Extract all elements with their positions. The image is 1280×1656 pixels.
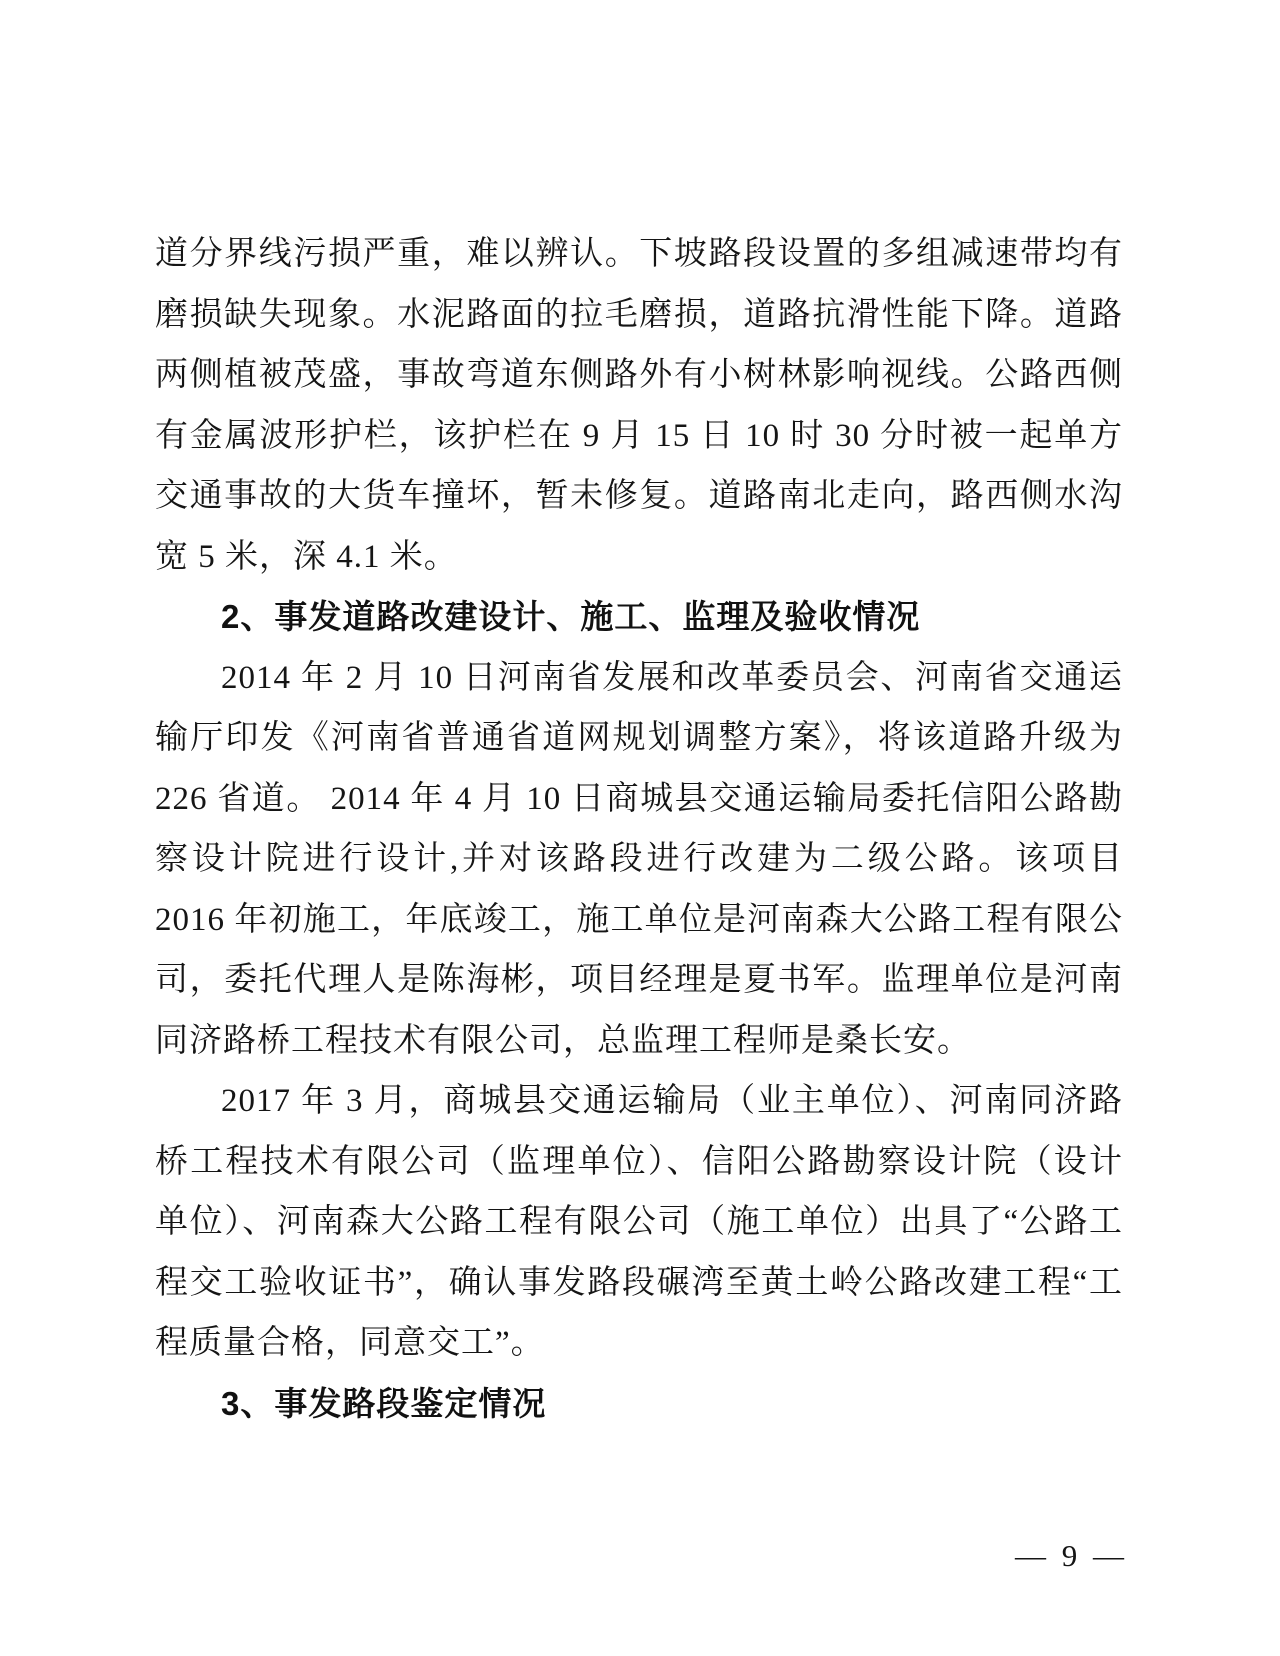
page-number: — 9 — xyxy=(1015,1538,1128,1573)
section-heading-2: 2、事发道路改建设计、施工、监理及验收情况 xyxy=(221,598,921,635)
body-paragraph-1: 2014 年 2 月 10 日河南省发展和改革委员会、河南省交通运输厅印发《河南省普通省道网规划调整方案》，将该道路升级为 226 省道。 2014 年 4 月 10 日商城县交通运输局委托信阳公路勘察设计院进行设计,并对该路段进行改建为二级公路。该项目 2016 年初施工，年底竣工，施工单位是河南森大公路工程有限公司，委托代理人是陈海彬，项目经理是夏书军。监理单位是河南同济路桥工程技术有限公司，总监理工程师是桑长安。 xyxy=(155,659,1123,1059)
body-paragraph-2: 2017 年 3 月，商城县交通运输局（业主单位）、河南同济路桥工程技术有限公司（监理单位）、信阳公路勘察设计院（设计单位）、河南森大公路工程有限公司（施工单位）出具了“公路工程交工验收证书”，确认事发路段碾湾至黄土岭公路改建工程“工程质量合格，同意交工”。 xyxy=(155,1083,1123,1361)
section-heading-3: 3、事发路段鉴定情况 xyxy=(221,1384,547,1422)
page-body-text xyxy=(155,224,1123,1434)
body-paragraph-continuation: 道分界线污损严重，难以辨认。下坡路段设置的多组减速带均有磨损缺失现象。水泥路面的拉毛磨损，道路抗滑性能下降。道路两侧植被茂盛，事故弯道东侧路外有小树林影响视线。公路西侧有金属波形护栏，该护栏在 9 月 15 日 10 时 30 分时被一起单方交通事故的大货车撞坏，暂未修复。道路南北走向，路西侧水沟宽 5 米，深 4.1 米。 xyxy=(155,236,1123,575)
